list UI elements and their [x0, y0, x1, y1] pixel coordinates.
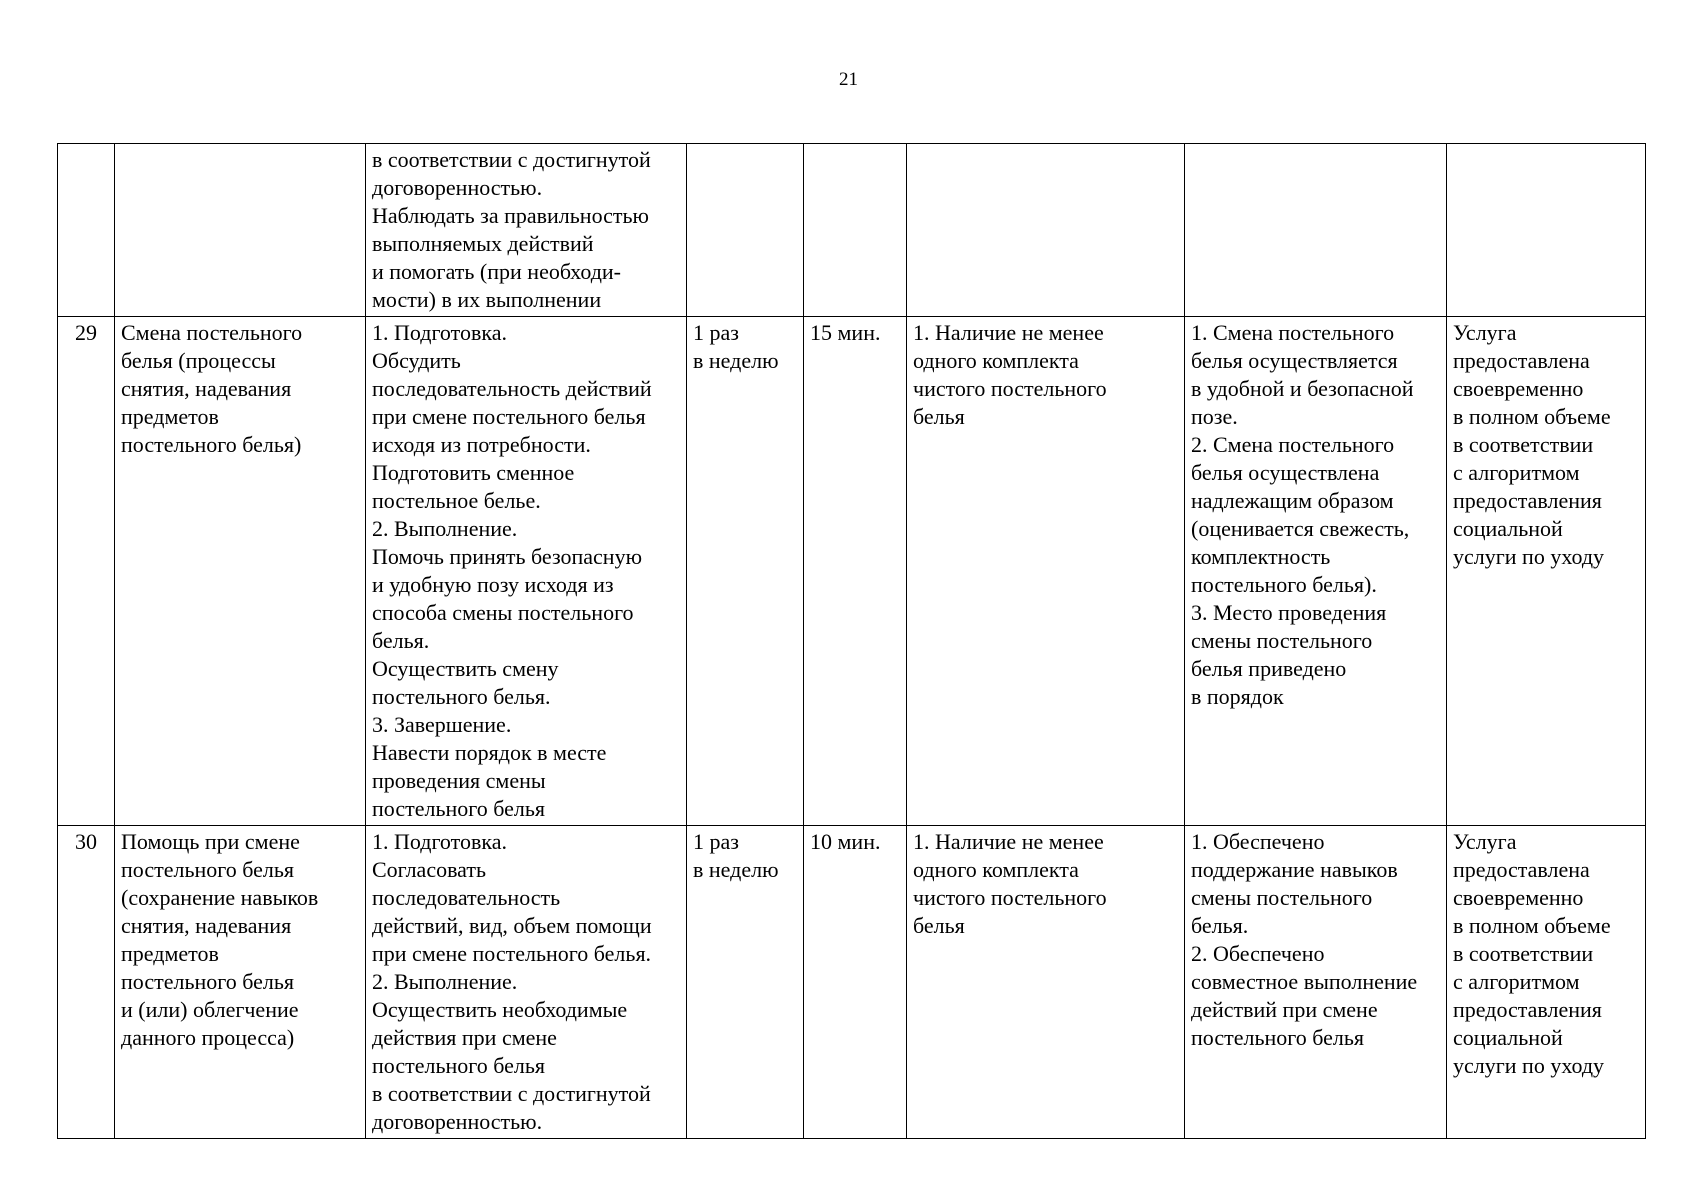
assessment-cell: [1447, 144, 1646, 317]
row-number-cell: 29: [58, 317, 115, 826]
assessment-cell: Услуга предоставлена своевременно в полном объеме в соответствии с алгоритмом предоставления социальной услуги по уходу: [1447, 317, 1646, 826]
frequency-cell: 1 раз в неделю: [687, 826, 804, 1139]
conditions-cell: 1. Наличие не менее одного комплекта чистого постельного белья: [907, 826, 1185, 1139]
service-description-cell: 1. Подготовка. Согласовать последовательность действий, вид, объем помощи при смене постельного белья. 2. Выполнение. Осуществить необходимые действия при смене постельного белья в соответствии с достигнутой договоренностью.: [366, 826, 687, 1139]
service-description-cell: в соответствии с достигнутой договоренностью. Наблюдать за правильностью выполняемых действий и помогать (при необходи- мости) в их выполнении: [366, 144, 687, 317]
duration-cell: [804, 144, 907, 317]
quality-indicators-cell: [1185, 144, 1447, 317]
page-number: 21: [839, 69, 858, 90]
row-number-cell: [58, 144, 115, 317]
frequency-cell: 1 раз в неделю: [687, 317, 804, 826]
service-name-cell: [115, 144, 366, 317]
table-row-30: [58, 826, 1646, 1139]
conditions-cell: [907, 144, 1185, 317]
frequency-cell: [687, 144, 804, 317]
services-table: [57, 143, 1646, 1139]
conditions-cell: 1. Наличие не менее одного комплекта чистого постельного белья: [907, 317, 1185, 826]
row-number-cell: 30: [58, 826, 115, 1139]
table-row-continuation: [58, 144, 1646, 317]
quality-indicators-cell: 1. Обеспечено поддержание навыков смены постельного белья. 2. Обеспечено совместное выполнение действий при смене постельного белья: [1185, 826, 1447, 1139]
service-description-cell: 1. Подготовка. Обсудить последовательность действий при смене постельного белья исходя из потребности. Подготовить сменное постельное белье. 2. Выполнение. Помочь принять безопасную и удобную позу исходя из способа смены постельного белья. Осуществить смену постельного белья. 3. Завершение. Навести порядок в месте проведения смены постельного белья: [366, 317, 687, 826]
service-name-cell: Помощь при смене постельного белья (сохранение навыков снятия, надевания предметов постельного белья и (или) облегчение данного процесса): [115, 826, 366, 1139]
service-name-cell: Смена постельного белья (процессы снятия, надевания предметов постельного белья): [115, 317, 366, 826]
table-row-29: [58, 317, 1646, 826]
duration-cell: 10 мин.: [804, 826, 907, 1139]
quality-indicators-cell: 1. Смена постельного белья осуществляется в удобной и безопасной позе. 2. Смена постельного белья осуществлена надлежащим образом (оценивается свежесть, комплектность постельного белья). 3. Место проведения смены постельного белья приведено в порядок: [1185, 317, 1447, 826]
assessment-cell: Услуга предоставлена своевременно в полном объеме в соответствии с алгоритмом предоставления социальной услуги по уходу: [1447, 826, 1646, 1139]
duration-cell: 15 мин.: [804, 317, 907, 826]
